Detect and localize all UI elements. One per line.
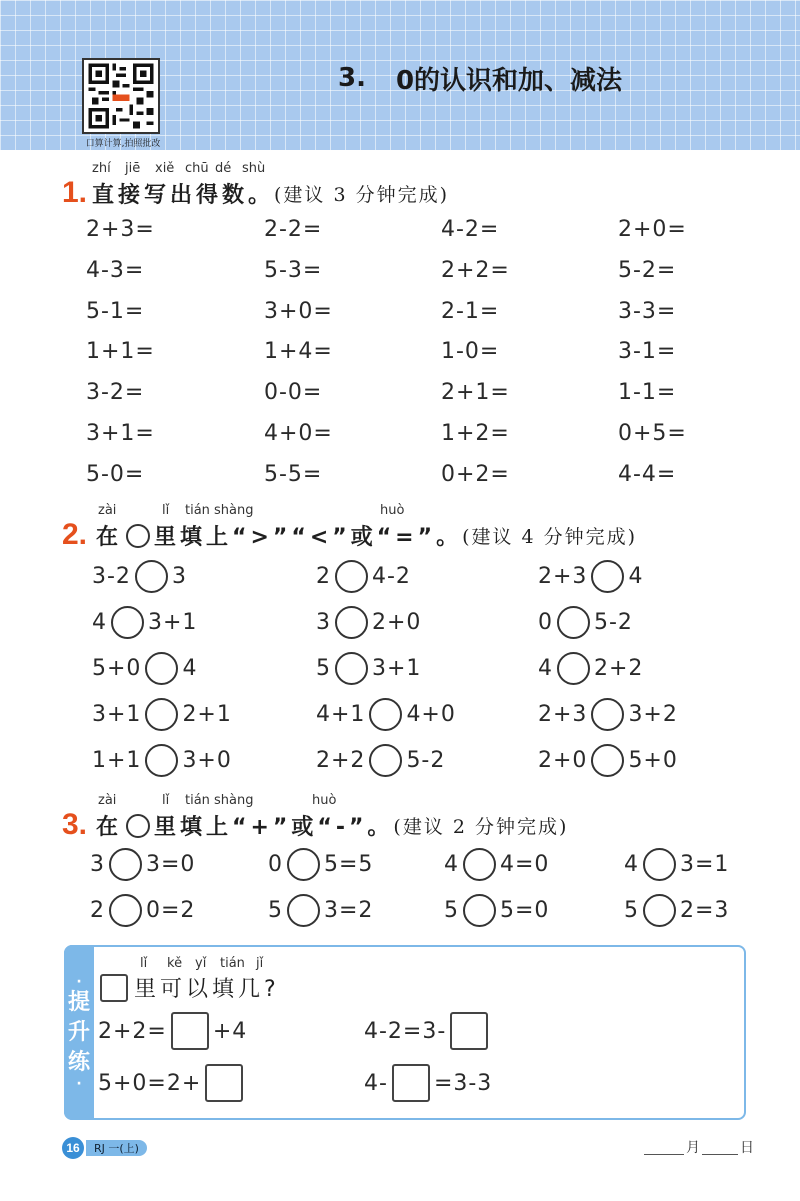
expr-left: 4+1 [316, 702, 366, 727]
expr-left: 3 [90, 852, 105, 877]
equation: 2-2= [264, 217, 323, 242]
answer-circle[interactable] [335, 560, 368, 593]
pinyin: shù [242, 161, 266, 176]
pinyin: zài [98, 793, 117, 808]
answer-circle[interactable] [369, 744, 402, 777]
expr-right: 5+0 [628, 748, 678, 773]
expr-left: 1+1 [92, 748, 142, 773]
pinyin: dé [215, 161, 232, 176]
equation: 2+1= [441, 380, 510, 406]
section-title-text: 在 [96, 525, 123, 550]
expr-part: =3-3 [433, 1070, 493, 1096]
equation: 5-5= [264, 461, 323, 487]
answer-circle[interactable] [145, 652, 178, 685]
answer-circle[interactable] [591, 560, 624, 593]
section-number: 2. [62, 518, 88, 551]
compare-item [316, 606, 421, 639]
equation: 1-0= [441, 339, 500, 365]
section-title [96, 810, 568, 841]
pinyin: lǐ [162, 503, 170, 518]
answer-circle[interactable] [369, 698, 402, 731]
pinyin: tián [220, 956, 245, 971]
expr-right: 3+1 [372, 656, 422, 681]
answer-circle[interactable] [111, 606, 144, 639]
month-blank[interactable] [644, 1154, 684, 1155]
pinyin: lǐ [162, 793, 170, 808]
pinyin: chū [185, 161, 209, 176]
expr-left: 4 [538, 656, 553, 681]
expr-right: 3+0 [182, 748, 232, 773]
extension-item [98, 1064, 247, 1102]
section-number: 1. [62, 176, 88, 209]
expr-left: 3-2 [92, 564, 131, 589]
pinyin: shàng [214, 503, 254, 518]
answer-circle[interactable] [463, 894, 496, 927]
expr-left: 2 [316, 564, 331, 589]
day-blank[interactable] [702, 1154, 738, 1155]
expr-left: 0 [538, 610, 553, 635]
operator-item [268, 894, 373, 927]
equation: 5-2= [618, 257, 677, 283]
answer-circle[interactable] [591, 698, 624, 731]
expr-left: 4 [624, 852, 639, 877]
header-band [0, 0, 800, 150]
pinyin: jǐ [256, 956, 264, 971]
expr-right: 2+0 [372, 610, 422, 635]
operator-item [268, 848, 373, 881]
expr-right: 4-2 [372, 564, 411, 589]
expr-left: 2 [90, 898, 105, 923]
circle-blank-icon [126, 814, 150, 838]
compare-item [316, 744, 445, 777]
equation: 4-3= [86, 257, 145, 283]
expr-right: 4 [628, 564, 644, 589]
expr-left: 2+3 [538, 564, 588, 589]
answer-circle[interactable] [643, 894, 676, 927]
answer-box[interactable] [171, 1012, 209, 1050]
extension-title-text: 里可以填几? [134, 977, 280, 1002]
compare-item [92, 560, 187, 593]
expr-right: 5-2 [406, 748, 446, 773]
equation: 1+4= [264, 339, 333, 365]
pinyin: tián [185, 793, 210, 808]
pinyin: shàng [214, 793, 254, 808]
expr-left: 5 [316, 656, 331, 681]
answer-box[interactable] [392, 1064, 430, 1102]
equation: 3+1= [86, 421, 155, 446]
extension-tab: · 提 升 练 · [64, 945, 94, 1120]
equation: 5-3= [264, 257, 323, 283]
compare-item [316, 698, 456, 731]
expr-left: 5+0 [92, 656, 142, 681]
answer-circle[interactable] [109, 848, 142, 881]
extension-item [364, 1012, 492, 1050]
pinyin: xiě [155, 161, 175, 176]
section-title-text: 在 [96, 815, 123, 840]
time-hint: (建议 4 分钟完成) [462, 526, 638, 548]
expr-right: 3=1 [680, 852, 730, 877]
page-number: 16 [62, 1137, 84, 1159]
operator-item [444, 848, 549, 881]
expr-left: 2+2 [316, 748, 366, 773]
pinyin: tián [185, 503, 210, 518]
expr-right: 0=2 [146, 898, 196, 923]
page-title [320, 50, 640, 106]
compare-item [316, 652, 421, 685]
answer-circle[interactable] [557, 606, 590, 639]
section-title-text: 里填上“>”“<”或“=”。 [154, 525, 463, 550]
equation: 3-1= [618, 339, 677, 365]
section-title [96, 520, 637, 551]
compare-item [538, 698, 678, 731]
expr-right: 3+2 [628, 702, 678, 727]
operator-item [90, 894, 195, 927]
pinyin: huò [380, 503, 405, 518]
expr-right: 3 [171, 564, 187, 589]
compare-item [92, 698, 232, 731]
square-blank-icon [100, 974, 128, 1002]
expr-right: 2+2 [594, 656, 644, 681]
answer-circle[interactable] [287, 894, 320, 927]
equation: 4+0= [264, 421, 333, 446]
qr-caption: 口算计算,拍照批改 [85, 139, 161, 149]
answer-circle[interactable] [557, 652, 590, 685]
equation: 1+1= [86, 339, 155, 365]
section-title-text: 里填上“+”或“-”。 [154, 815, 394, 840]
answer-circle[interactable] [335, 652, 368, 685]
equation: 0-0= [264, 380, 323, 406]
extension-title [100, 972, 280, 1003]
expr-right: 3+1 [148, 610, 198, 635]
compare-item [92, 606, 197, 639]
time-hint: (建议 3 分钟完成) [274, 184, 450, 206]
expr-right: 5-2 [594, 610, 633, 635]
expr-right: 2+1 [182, 702, 232, 727]
time-hint: (建议 2 分钟完成) [393, 816, 569, 838]
expr-left: 5 [444, 898, 459, 923]
extension-item [364, 1064, 492, 1102]
compare-item [316, 560, 411, 593]
expr-right: 4 [182, 656, 198, 681]
pinyin: kě [167, 956, 183, 971]
expr-right: 5=5 [324, 852, 374, 877]
compare-item [92, 652, 197, 685]
equation: 2+0= [618, 217, 687, 242]
equation: 1+2= [441, 421, 510, 446]
equation: 4-2= [441, 217, 500, 242]
expr-left: 2+3 [538, 702, 588, 727]
title-number: 3. [338, 63, 366, 93]
answer-circle[interactable] [463, 848, 496, 881]
answer-circle[interactable] [135, 560, 168, 593]
expr-left: 5 [268, 898, 283, 923]
expr-left: 3 [316, 610, 331, 635]
answer-circle[interactable] [145, 744, 178, 777]
equation: 5-0= [86, 461, 145, 487]
equation: 2+2= [441, 257, 510, 283]
answer-circle[interactable] [145, 698, 178, 731]
pinyin: yǐ [195, 956, 207, 971]
day-label: 日 [740, 1140, 754, 1156]
equation: 3-2= [86, 380, 145, 406]
expr-left: 0 [268, 852, 283, 877]
book-tag: RJ 一(上) [86, 1140, 147, 1156]
section-title [92, 178, 449, 209]
answer-circle[interactable] [335, 606, 368, 639]
answer-circle[interactable] [591, 744, 624, 777]
section-number: 3. [62, 808, 88, 841]
answer-box[interactable] [450, 1012, 488, 1050]
equation: 0+2= [441, 461, 510, 487]
expr-left: 4 [444, 852, 459, 877]
tab-char: 升 [67, 1019, 90, 1045]
expr-right: 5=0 [500, 898, 550, 923]
answer-box[interactable] [205, 1064, 243, 1102]
expr-right: 2=3 [680, 898, 730, 923]
expr-part: 2+2= [98, 1018, 167, 1044]
month-label: 月 [686, 1140, 700, 1156]
compare-item [538, 606, 633, 639]
expr-right: 3=0 [146, 852, 196, 877]
expr-part: 5+0=2+ [98, 1070, 202, 1096]
expr-part: +4 [212, 1018, 248, 1044]
expr-left: 5 [624, 898, 639, 923]
equation: 4-4= [618, 461, 677, 487]
tab-char: 提 [67, 989, 90, 1015]
compare-item [538, 652, 643, 685]
qr-code-icon[interactable] [82, 58, 160, 134]
pinyin: zhí [92, 161, 111, 176]
answer-circle[interactable] [643, 848, 676, 881]
expr-right: 4=0 [500, 852, 550, 877]
section-title-text: 直接写出得数。 [92, 183, 275, 208]
title-text: 0的认识和加、减法 [395, 65, 623, 96]
pinyin: lǐ [140, 956, 148, 971]
operator-item [624, 894, 729, 927]
equation: 2+3= [86, 217, 155, 242]
pinyin: huò [312, 793, 337, 808]
equation: 3-3= [618, 298, 677, 324]
equation: 0+5= [618, 421, 687, 446]
expr-left: 4 [92, 610, 107, 635]
compare-item [92, 744, 232, 777]
operator-item [624, 848, 729, 881]
extension-item [98, 1012, 247, 1050]
expr-left: 2+0 [538, 748, 588, 773]
expr-part: 4-2=3- [364, 1018, 447, 1044]
pinyin: jiē [125, 161, 141, 176]
pinyin: zài [98, 503, 117, 518]
equation: 5-1= [86, 298, 145, 324]
compare-item [538, 744, 678, 777]
equation: 2-1= [441, 298, 500, 324]
expr-right: 4+0 [406, 702, 456, 727]
compare-item [538, 560, 643, 593]
circle-blank-icon [126, 524, 150, 548]
answer-circle[interactable] [287, 848, 320, 881]
operator-item [444, 894, 549, 927]
expr-right: 3=2 [324, 898, 374, 923]
operator-item [90, 848, 195, 881]
expr-part: 4- [364, 1070, 388, 1096]
equation: 1-1= [618, 380, 677, 406]
expr-left: 3+1 [92, 702, 142, 727]
answer-circle[interactable] [109, 894, 142, 927]
tab-char: 练 [67, 1049, 90, 1075]
equation: 3+0= [264, 298, 333, 324]
